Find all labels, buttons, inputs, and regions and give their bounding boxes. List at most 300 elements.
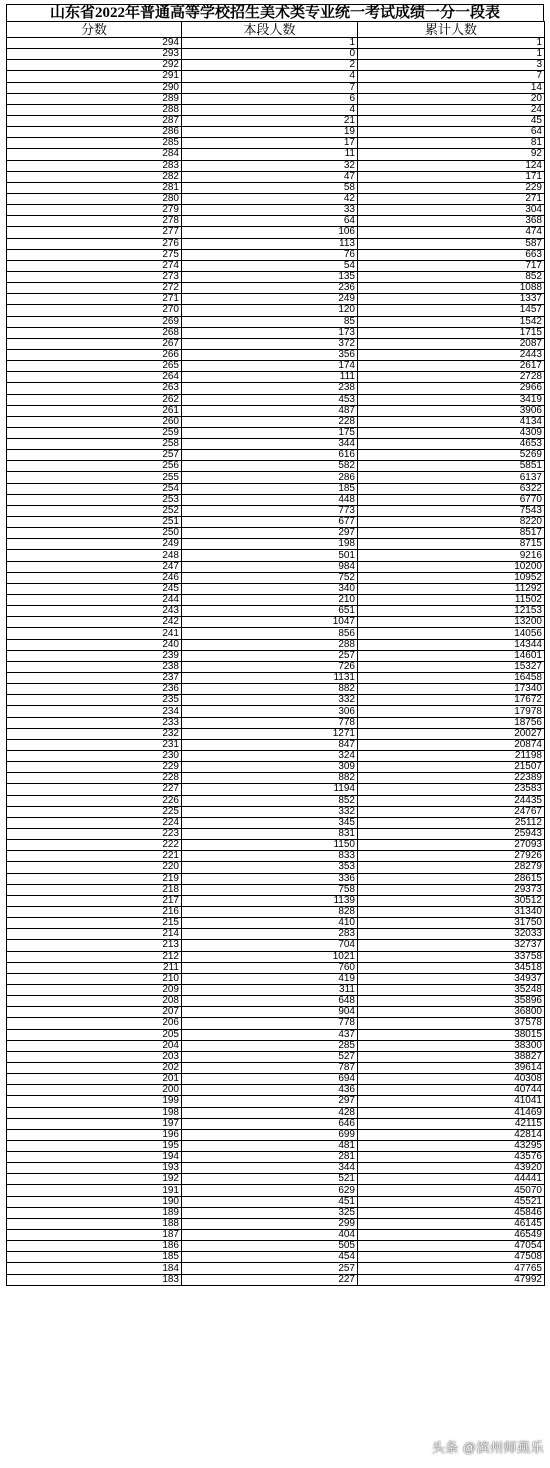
segment-count-cell: 521 xyxy=(182,1174,358,1185)
segment-count-cell: 428 xyxy=(182,1107,358,1118)
segment-count-cell: 17 xyxy=(182,138,358,149)
score-cell: 238 xyxy=(7,661,182,672)
segment-count-cell: 228 xyxy=(182,416,358,427)
cumulative-count-cell: 8220 xyxy=(358,517,545,528)
table-row xyxy=(7,349,545,360)
table-row xyxy=(7,695,545,706)
score-cell: 276 xyxy=(7,238,182,249)
table-row xyxy=(7,238,545,249)
table-row xyxy=(7,528,545,539)
table-row xyxy=(7,606,545,617)
table-row xyxy=(7,806,545,817)
cumulative-count-cell: 1088 xyxy=(358,283,545,294)
table-row xyxy=(7,38,545,49)
segment-count-cell: 345 xyxy=(182,817,358,828)
score-cell: 264 xyxy=(7,372,182,383)
score-cell: 237 xyxy=(7,673,182,684)
segment-count-cell: 904 xyxy=(182,1007,358,1018)
table-row xyxy=(7,1118,545,1129)
table-row xyxy=(7,851,545,862)
segment-count-cell: 629 xyxy=(182,1185,358,1196)
score-cell: 288 xyxy=(7,104,182,115)
table-row xyxy=(7,205,545,216)
table-row xyxy=(7,984,545,995)
cumulative-count-cell: 27926 xyxy=(358,851,545,862)
cumulative-count-cell: 3419 xyxy=(358,394,545,405)
table-row xyxy=(7,1196,545,1207)
cumulative-count-cell: 2087 xyxy=(358,338,545,349)
table-row xyxy=(7,283,545,294)
cumulative-count-cell: 11502 xyxy=(358,595,545,606)
cumulative-count-cell: 3906 xyxy=(358,405,545,416)
table-row xyxy=(7,1074,545,1085)
cumulative-count-cell: 44441 xyxy=(358,1174,545,1185)
score-cell: 192 xyxy=(7,1174,182,1185)
table-row xyxy=(7,929,545,940)
cumulative-count-cell: 10952 xyxy=(358,572,545,583)
cumulative-count-cell: 16458 xyxy=(358,673,545,684)
cumulative-count-cell: 7 xyxy=(358,71,545,82)
table-row xyxy=(7,60,545,71)
cumulative-count-cell: 25943 xyxy=(358,828,545,839)
table-row xyxy=(7,884,545,895)
segment-count-cell: 356 xyxy=(182,349,358,360)
segment-count-cell: 1131 xyxy=(182,673,358,684)
score-cell: 227 xyxy=(7,784,182,795)
segment-count-cell: 1 xyxy=(182,38,358,49)
segment-count-cell: 325 xyxy=(182,1207,358,1218)
table-row xyxy=(7,996,545,1007)
segment-count-cell: 1194 xyxy=(182,784,358,795)
cumulative-count-cell: 474 xyxy=(358,227,545,238)
cumulative-count-cell: 7543 xyxy=(358,505,545,516)
score-cell: 216 xyxy=(7,906,182,917)
score-cell: 252 xyxy=(7,505,182,516)
segment-count-cell: 1021 xyxy=(182,951,358,962)
cumulative-count-cell: 9216 xyxy=(358,550,545,561)
segment-count-cell: 694 xyxy=(182,1074,358,1085)
score-cell: 184 xyxy=(7,1263,182,1274)
cumulative-count-cell: 39614 xyxy=(358,1062,545,1073)
segment-count-cell: 85 xyxy=(182,316,358,327)
segment-count-cell: 210 xyxy=(182,595,358,606)
cumulative-count-cell: 717 xyxy=(358,260,545,271)
cumulative-count-cell: 14601 xyxy=(358,650,545,661)
cumulative-count-cell: 5851 xyxy=(358,461,545,472)
table-row xyxy=(7,494,545,505)
segment-count-cell: 332 xyxy=(182,806,358,817)
segment-count-cell: 760 xyxy=(182,962,358,973)
cumulative-count-cell: 22389 xyxy=(358,773,545,784)
score-cell: 270 xyxy=(7,305,182,316)
cumulative-count-cell: 42814 xyxy=(358,1129,545,1140)
segment-count-cell: 699 xyxy=(182,1129,358,1140)
cumulative-count-cell: 21198 xyxy=(358,751,545,762)
segment-count-cell: 677 xyxy=(182,517,358,528)
score-cell: 285 xyxy=(7,138,182,149)
score-cell: 196 xyxy=(7,1129,182,1140)
table-row xyxy=(7,684,545,695)
table-row xyxy=(7,673,545,684)
table-row xyxy=(7,1174,545,1185)
table-row xyxy=(7,383,545,394)
cumulative-count-cell: 25112 xyxy=(358,817,545,828)
score-cell: 290 xyxy=(7,82,182,93)
cumulative-count-cell: 6770 xyxy=(358,494,545,505)
score-cell: 210 xyxy=(7,973,182,984)
table-row xyxy=(7,327,545,338)
cumulative-count-cell: 23583 xyxy=(358,784,545,795)
cumulative-count-cell: 38827 xyxy=(358,1051,545,1062)
cumulative-count-cell: 35896 xyxy=(358,996,545,1007)
segment-count-cell: 505 xyxy=(182,1241,358,1252)
table-row xyxy=(7,305,545,316)
score-cell: 222 xyxy=(7,840,182,851)
segment-count-cell: 1139 xyxy=(182,895,358,906)
cumulative-count-cell: 43920 xyxy=(358,1163,545,1174)
cumulative-count-cell: 3 xyxy=(358,60,545,71)
cumulative-count-cell: 13200 xyxy=(358,617,545,628)
segment-count-cell: 453 xyxy=(182,394,358,405)
segment-count-cell: 306 xyxy=(182,706,358,717)
table-row xyxy=(7,271,545,282)
score-cell: 283 xyxy=(7,160,182,171)
segment-count-cell: 410 xyxy=(182,918,358,929)
cumulative-count-cell: 8517 xyxy=(358,528,545,539)
segment-count-cell: 76 xyxy=(182,249,358,260)
table-row xyxy=(7,450,545,461)
cumulative-count-cell: 368 xyxy=(358,216,545,227)
segment-count-cell: 175 xyxy=(182,427,358,438)
segment-count-cell: 651 xyxy=(182,606,358,617)
segment-count-cell: 454 xyxy=(182,1252,358,1263)
score-cell: 272 xyxy=(7,283,182,294)
segment-count-cell: 32 xyxy=(182,160,358,171)
score-cell: 204 xyxy=(7,1040,182,1051)
table-row xyxy=(7,1252,545,1263)
segment-count-cell: 882 xyxy=(182,684,358,695)
score-cell: 213 xyxy=(7,940,182,951)
cumulative-count-cell: 33758 xyxy=(358,951,545,962)
cumulative-count-cell: 40744 xyxy=(358,1085,545,1096)
cumulative-count-cell: 2728 xyxy=(358,372,545,383)
cumulative-count-cell: 24435 xyxy=(358,795,545,806)
score-cell: 203 xyxy=(7,1051,182,1062)
segment-count-cell: 828 xyxy=(182,906,358,917)
segment-count-cell: 198 xyxy=(182,539,358,550)
cumulative-count-cell: 17978 xyxy=(358,706,545,717)
cumulative-count-cell: 43576 xyxy=(358,1152,545,1163)
segment-count-cell: 6 xyxy=(182,93,358,104)
segment-count-cell: 173 xyxy=(182,327,358,338)
segment-count-cell: 111 xyxy=(182,372,358,383)
segment-count-cell: 833 xyxy=(182,851,358,862)
table-row xyxy=(7,316,545,327)
score-cell: 205 xyxy=(7,1029,182,1040)
table-row xyxy=(7,294,545,305)
segment-count-cell: 336 xyxy=(182,873,358,884)
table-row xyxy=(7,49,545,60)
table-row xyxy=(7,1152,545,1163)
cumulative-count-cell: 304 xyxy=(358,205,545,216)
score-cell: 291 xyxy=(7,71,182,82)
table-row xyxy=(7,1007,545,1018)
score-cell: 228 xyxy=(7,773,182,784)
table-row xyxy=(7,539,545,550)
table-row xyxy=(7,115,545,126)
cumulative-count-cell: 2966 xyxy=(358,383,545,394)
cumulative-count-cell: 45521 xyxy=(358,1196,545,1207)
table-row xyxy=(7,182,545,193)
cumulative-count-cell: 32033 xyxy=(358,929,545,940)
score-cell: 281 xyxy=(7,182,182,193)
score-cell: 266 xyxy=(7,349,182,360)
segment-count-cell: 847 xyxy=(182,739,358,750)
score-cell: 215 xyxy=(7,918,182,929)
cumulative-count-cell: 31340 xyxy=(358,906,545,917)
score-cell: 214 xyxy=(7,929,182,940)
score-cell: 188 xyxy=(7,1218,182,1229)
header-cumulative-count: 累计人数 xyxy=(358,22,545,38)
score-cell: 268 xyxy=(7,327,182,338)
cumulative-count-cell: 1542 xyxy=(358,316,545,327)
table-row xyxy=(7,1274,545,1285)
table-row xyxy=(7,828,545,839)
table-row xyxy=(7,1085,545,1096)
score-cell: 224 xyxy=(7,817,182,828)
cumulative-count-cell: 1337 xyxy=(358,294,545,305)
table-row xyxy=(7,160,545,171)
table-row xyxy=(7,138,545,149)
score-cell: 282 xyxy=(7,171,182,182)
score-cell: 259 xyxy=(7,427,182,438)
cumulative-count-cell: 11292 xyxy=(358,583,545,594)
segment-count-cell: 174 xyxy=(182,361,358,372)
table-row xyxy=(7,216,545,227)
score-cell: 274 xyxy=(7,260,182,271)
segment-count-cell: 4 xyxy=(182,104,358,115)
segment-count-cell: 297 xyxy=(182,1096,358,1107)
cumulative-count-cell: 17672 xyxy=(358,695,545,706)
segment-count-cell: 527 xyxy=(182,1051,358,1062)
cumulative-count-cell: 124 xyxy=(358,160,545,171)
score-cell: 206 xyxy=(7,1018,182,1029)
cumulative-count-cell: 17340 xyxy=(358,684,545,695)
cumulative-count-cell: 41469 xyxy=(358,1107,545,1118)
table-row xyxy=(7,1107,545,1118)
cumulative-count-cell: 6137 xyxy=(358,472,545,483)
segment-count-cell: 64 xyxy=(182,216,358,227)
table-row xyxy=(7,795,545,806)
cumulative-count-cell: 24767 xyxy=(358,806,545,817)
segment-count-cell: 340 xyxy=(182,583,358,594)
table-row xyxy=(7,561,545,572)
cumulative-count-cell: 2617 xyxy=(358,361,545,372)
segment-count-cell: 257 xyxy=(182,1263,358,1274)
table-row xyxy=(7,1040,545,1051)
segment-count-cell: 238 xyxy=(182,383,358,394)
table-row xyxy=(7,372,545,383)
segment-count-cell: 11 xyxy=(182,149,358,160)
segment-count-cell: 501 xyxy=(182,550,358,561)
score-cell: 250 xyxy=(7,528,182,539)
segment-count-cell: 758 xyxy=(182,884,358,895)
segment-count-cell: 372 xyxy=(182,338,358,349)
table-row xyxy=(7,751,545,762)
cumulative-count-cell: 35248 xyxy=(358,984,545,995)
table-row xyxy=(7,149,545,160)
segment-count-cell: 299 xyxy=(182,1218,358,1229)
score-cell: 280 xyxy=(7,193,182,204)
segment-count-cell: 437 xyxy=(182,1029,358,1040)
table-row xyxy=(7,628,545,639)
score-cell: 194 xyxy=(7,1152,182,1163)
cumulative-count-cell: 14 xyxy=(358,82,545,93)
table-row xyxy=(7,439,545,450)
cumulative-count-cell: 47765 xyxy=(358,1263,545,1274)
table-row xyxy=(7,249,545,260)
score-cell: 247 xyxy=(7,561,182,572)
table-row xyxy=(7,773,545,784)
table-row xyxy=(7,973,545,984)
cumulative-count-cell: 38015 xyxy=(358,1029,545,1040)
cumulative-count-cell: 15327 xyxy=(358,661,545,672)
score-cell: 246 xyxy=(7,572,182,583)
segment-count-cell: 1271 xyxy=(182,728,358,739)
score-cell: 260 xyxy=(7,416,182,427)
cumulative-count-cell: 5269 xyxy=(358,450,545,461)
table-row xyxy=(7,583,545,594)
score-cell: 208 xyxy=(7,996,182,1007)
segment-count-cell: 47 xyxy=(182,171,358,182)
score-cell: 209 xyxy=(7,984,182,995)
segment-count-cell: 257 xyxy=(182,650,358,661)
segment-count-cell: 436 xyxy=(182,1085,358,1096)
cumulative-count-cell: 1 xyxy=(358,38,545,49)
table-row xyxy=(7,405,545,416)
segment-count-cell: 419 xyxy=(182,973,358,984)
table-row xyxy=(7,1263,545,1274)
score-cell: 286 xyxy=(7,127,182,138)
segment-count-cell: 648 xyxy=(182,996,358,1007)
table-row xyxy=(7,82,545,93)
segment-count-cell: 882 xyxy=(182,773,358,784)
table-row xyxy=(7,739,545,750)
score-cell: 257 xyxy=(7,450,182,461)
score-cell: 187 xyxy=(7,1230,182,1241)
table-row xyxy=(7,1218,545,1229)
cumulative-count-cell: 45070 xyxy=(358,1185,545,1196)
header-row xyxy=(7,22,545,38)
score-cell: 230 xyxy=(7,751,182,762)
cumulative-count-cell: 41041 xyxy=(358,1096,545,1107)
table-row xyxy=(7,840,545,851)
cumulative-count-cell: 20874 xyxy=(358,739,545,750)
table-row xyxy=(7,338,545,349)
segment-count-cell: 309 xyxy=(182,762,358,773)
score-cell: 232 xyxy=(7,728,182,739)
table-row xyxy=(7,762,545,773)
segment-count-cell: 288 xyxy=(182,639,358,650)
table-row xyxy=(7,171,545,182)
score-cell: 254 xyxy=(7,483,182,494)
table-title: 山东省2022年普通高等学校招生美术类专业统一考试成绩一分一段表 xyxy=(6,4,544,21)
table-row xyxy=(7,1207,545,1218)
cumulative-count-cell: 30512 xyxy=(358,895,545,906)
table-row xyxy=(7,1062,545,1073)
table-row xyxy=(7,572,545,583)
table-row xyxy=(7,416,545,427)
cumulative-count-cell: 45 xyxy=(358,115,545,126)
score-cell: 223 xyxy=(7,828,182,839)
segment-count-cell: 773 xyxy=(182,505,358,516)
cumulative-count-cell: 36800 xyxy=(358,1007,545,1018)
score-cell: 275 xyxy=(7,249,182,260)
segment-count-cell: 778 xyxy=(182,717,358,728)
cumulative-count-cell: 34937 xyxy=(358,973,545,984)
score-cell: 219 xyxy=(7,873,182,884)
cumulative-count-cell: 29373 xyxy=(358,884,545,895)
score-cell: 193 xyxy=(7,1163,182,1174)
table-row xyxy=(7,728,545,739)
table-row xyxy=(7,706,545,717)
segment-count-cell: 1150 xyxy=(182,840,358,851)
score-cell: 198 xyxy=(7,1107,182,1118)
table-row xyxy=(7,505,545,516)
cumulative-count-cell: 4309 xyxy=(358,427,545,438)
cumulative-count-cell: 8715 xyxy=(358,539,545,550)
cumulative-count-cell: 92 xyxy=(358,149,545,160)
table-row xyxy=(7,193,545,204)
cumulative-count-cell: 24 xyxy=(358,104,545,115)
score-cell: 287 xyxy=(7,115,182,126)
table-row xyxy=(7,127,545,138)
cumulative-count-cell: 40308 xyxy=(358,1074,545,1085)
cumulative-count-cell: 21507 xyxy=(358,762,545,773)
score-cell: 225 xyxy=(7,806,182,817)
score-cell: 195 xyxy=(7,1140,182,1151)
segment-count-cell: 2 xyxy=(182,60,358,71)
score-cell: 202 xyxy=(7,1062,182,1073)
segment-count-cell: 481 xyxy=(182,1140,358,1151)
cumulative-count-cell: 28615 xyxy=(358,873,545,884)
score-cell: 226 xyxy=(7,795,182,806)
segment-count-cell: 646 xyxy=(182,1118,358,1129)
score-cell: 293 xyxy=(7,49,182,60)
cumulative-count-cell: 31750 xyxy=(358,918,545,929)
table-row xyxy=(7,550,545,561)
segment-count-cell: 311 xyxy=(182,984,358,995)
cumulative-count-cell: 587 xyxy=(358,238,545,249)
table-row xyxy=(7,1096,545,1107)
watermark-text: 头条 @滨州师燕乐 xyxy=(431,1440,544,1455)
segment-count-cell: 285 xyxy=(182,1040,358,1051)
table-row xyxy=(7,817,545,828)
score-cell: 207 xyxy=(7,1007,182,1018)
table-row xyxy=(7,639,545,650)
segment-count-cell: 286 xyxy=(182,472,358,483)
score-cell: 292 xyxy=(7,60,182,71)
score-cell: 256 xyxy=(7,461,182,472)
score-cell: 229 xyxy=(7,762,182,773)
segment-count-cell: 19 xyxy=(182,127,358,138)
score-cell: 183 xyxy=(7,1274,182,1285)
segment-count-cell: 344 xyxy=(182,439,358,450)
score-cell: 185 xyxy=(7,1252,182,1263)
cumulative-count-cell: 4134 xyxy=(358,416,545,427)
segment-count-cell: 704 xyxy=(182,940,358,951)
segment-count-cell: 451 xyxy=(182,1196,358,1207)
